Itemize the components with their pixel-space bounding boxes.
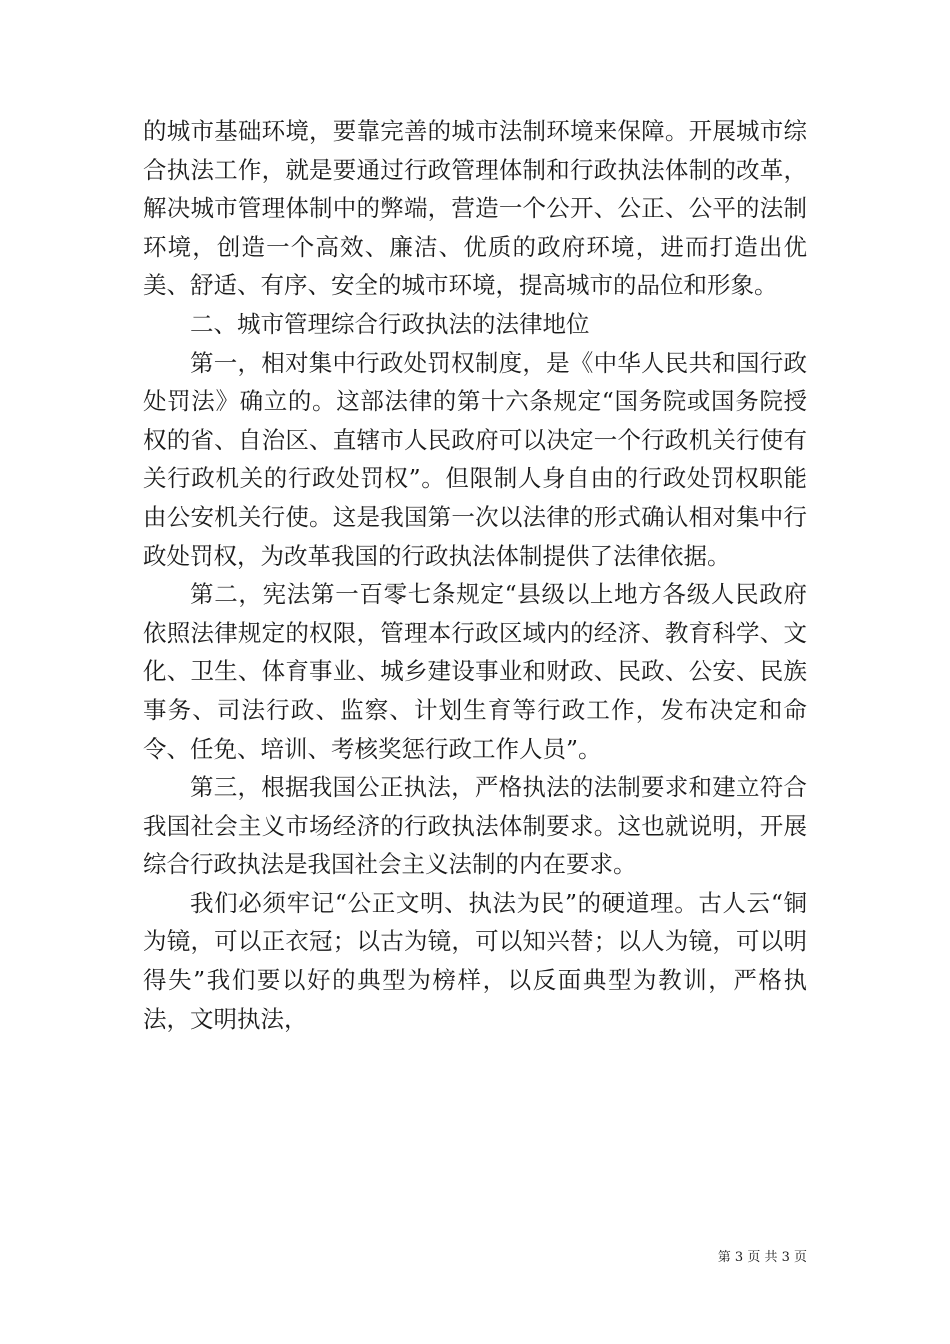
body-text bbox=[143, 112, 807, 1038]
paragraph-second: 第二，宪法第一百零七条规定“县级以上地方各级人民政府依照法律规定的权限，管理本行政区域内的经济、教育科学、文化、卫生、体育事业、城乡建设事业和财政、民政、公安、民族事务、司法行政、监察、计划生育等行政工作，发布决定和命令、任免、培训、考核奖惩行政工作人员”。 bbox=[143, 580, 807, 763]
paragraph-continuation: 的城市基础环境，要靠完善的城市法制环境来保障。开展城市综合执法工作，就是要通过行政管理体制和行政执法体制的改革，解决城市管理体制中的弊端，营造一个公开、公正、公平的法制环境，创造一个高效、廉洁、优质的政府环境，进而打造出优美、舒适、有序、安全的城市环境，提高城市的品位和形象。 bbox=[143, 117, 807, 300]
paragraph-first: 第一，相对集中行政处罚权制度，是《中华人民共和国行政处罚法》确立的。这部法律的第十六条规定“国务院或国务院授权的省、自治区、直辖市人民政府可以决定一个行政机关行使有关行政机关的行政处罚权”。但限制人身自由的行政处罚权职能由公安机关行使。这是我国第一次以法律的形式确认相对集中行政处罚权，为改革我国的行政执法体制提供了法律依据。 bbox=[143, 348, 807, 570]
paragraph-conclusion: 我们必须牢记“公正文明、执法为民”的硬道理。古人云“铜为镜，可以正衣冠；以古为镜，可以知兴替；以人为镜，可以明得失”我们要以好的典型为榜样，以反面典型为教训，严格执法，文明执法， bbox=[143, 888, 807, 1033]
paragraph-third: 第三，根据我国公正执法，严格执法的法制要求和建立符合我国社会主义市场经济的行政执法体制要求。这也就说明，开展综合行政执法是我国社会主义法制的内在要求。 bbox=[143, 773, 807, 879]
page-number-footer: 第 3 页 共 3 页 bbox=[717, 1250, 807, 1265]
section-heading: 二、城市管理综合行政执法的法律地位 bbox=[190, 309, 590, 338]
